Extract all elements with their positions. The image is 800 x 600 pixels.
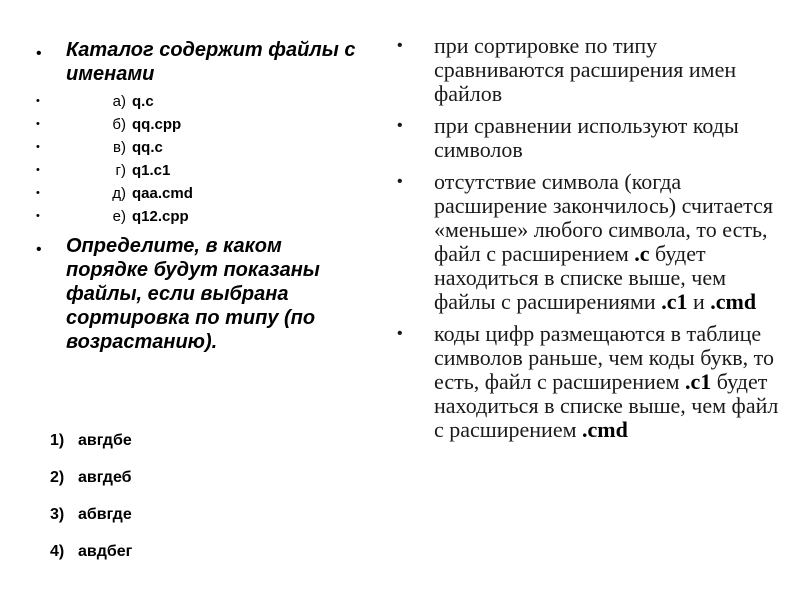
answer-number: 2): [50, 469, 65, 486]
file-name: q.c: [132, 93, 154, 110]
extension-highlight: .c: [634, 241, 650, 266]
answer-text: авдбег: [78, 543, 133, 560]
file-letter: г): [115, 162, 126, 179]
explanation-text: при сравнении используют коды символов: [434, 113, 739, 162]
right-column: [395, 34, 790, 450]
extension-highlight: .cmd: [710, 289, 757, 314]
answer-text: абвгде: [78, 506, 132, 523]
answer-option: [50, 430, 132, 467]
file-item: [34, 113, 364, 136]
answer-option: [50, 541, 132, 578]
file-item: [34, 205, 364, 228]
explanation-text: при сортировке по типу сравниваются расширения имен файлов: [434, 33, 737, 106]
answer-option: [50, 504, 132, 541]
explanation-item: [395, 114, 790, 162]
answer-text: авгдбе: [78, 432, 132, 449]
file-name: qq.c: [132, 139, 163, 156]
explanation-text: и: [687, 289, 711, 314]
task-text: • Определите, в каком порядке будут показаны файлы, если выбрана сортировка по типу (по возрастанию).: [34, 234, 364, 354]
extension-highlight: .c1: [685, 369, 712, 394]
explanation-text: будет находиться в списке выше, чем файлы с расширениями: [434, 241, 727, 314]
file-name: q12.cpp: [132, 208, 189, 225]
answer-text: авгдеб: [78, 469, 132, 486]
file-item: [34, 90, 364, 113]
file-letter: б): [112, 116, 126, 133]
answer-number: 1): [50, 432, 65, 449]
file-letter: а): [112, 93, 126, 110]
extension-highlight: .c1: [661, 289, 688, 314]
extension-highlight: .cmd: [582, 417, 628, 442]
intro-text: • Каталог содержит файлы с именами: [34, 38, 364, 86]
answer-options: [50, 430, 132, 578]
explanation-text: будет находиться в списке выше, чем файл с расширением: [434, 369, 779, 442]
left-column: [34, 38, 364, 354]
file-letter: д): [112, 185, 126, 202]
explanation-text: отсутствие символа (когда расширение закончилось) считается «меньше» любого символа, то есть, файл с расширением: [434, 169, 773, 266]
explanation-item: [395, 34, 790, 106]
answer-number: 3): [50, 506, 65, 523]
explanation-text: коды цифр размещаются в таблице символов раньше, чем коды букв, то есть, файл с расширением: [434, 321, 774, 394]
explanation-item: [395, 170, 790, 314]
file-name: qq.cpp: [132, 116, 182, 133]
file-name: q1.c1: [132, 162, 171, 179]
file-item: [34, 136, 364, 159]
file-list: [34, 90, 364, 228]
file-item: [34, 182, 364, 205]
file-letter: е): [112, 208, 126, 225]
answer-option: [50, 467, 132, 504]
file-item: [34, 159, 364, 182]
file-letter: в): [113, 139, 126, 156]
explanation-item: [395, 322, 790, 442]
answer-number: 4): [50, 543, 65, 560]
file-name: qaa.cmd: [132, 185, 193, 202]
